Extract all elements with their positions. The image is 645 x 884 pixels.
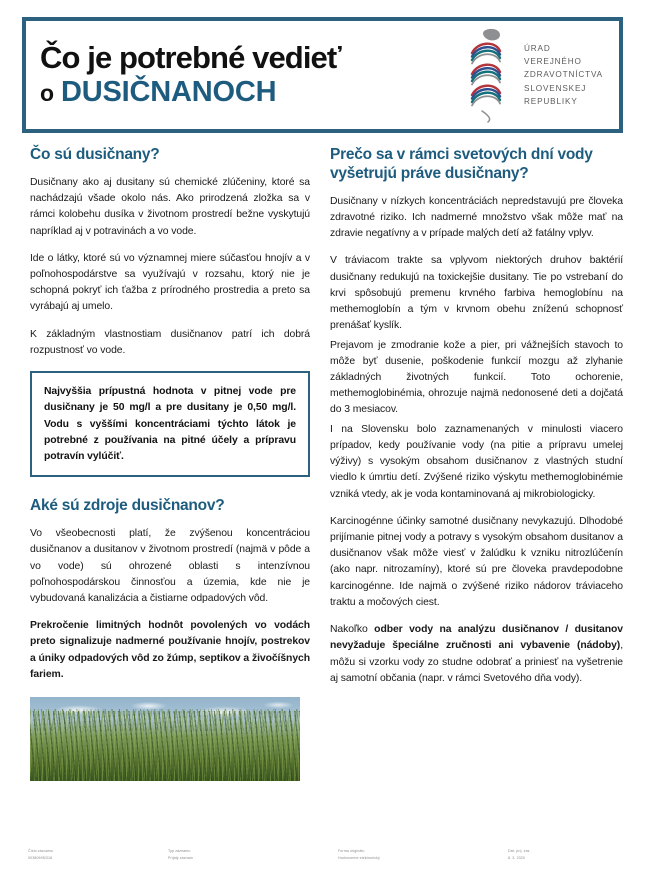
footer-value-received-date: 8. 3. 2020	[508, 855, 525, 860]
page-title-accent: DUSIČNANOCH	[61, 76, 277, 109]
logo-line-3: ZDRAVOTNÍCTVA	[524, 70, 603, 80]
header-title-block	[26, 42, 470, 108]
content-columns	[0, 146, 645, 781]
paragraph-low-concentration-risk: Dusičnany v nízkych koncentráciách nepredstavujú pre človeka zdravotné riziko. Ich nadmerné množstvo však môže mať na zdravie negatívny a v prípade malých detí až fatálny vplyv.	[330, 195, 623, 240]
right-column	[322, 146, 645, 781]
section-title-sources: Aké sú zdroje dusičnanov?	[30, 497, 225, 515]
logo-line-5: REPUBLIKY	[524, 96, 578, 106]
paragraph-nitrates-fertilizer: Ide o látky, ktoré sú vo významnej miere súčasťou hnojív a v poľnohospodárstve sa využívajú v rozsahu, ktorý nie je schopná pokryť ich ťažba z prírodného prostredia a preto sa vyrábajú aj umelo.	[30, 252, 310, 313]
paragraph-sampling-info	[330, 622, 623, 687]
paragraph-symptoms: Prejavom je zmodranie kože a pier, pri vážnejších stavoch to môže byť dusenie, poškodenie funkcií mozgu až zlyhanie základných životných funkcií. Toto ochorenie, methemoglobinémia, ohrozuje najmä nedonosené deti a dojčatá do 3 mesiacov.	[330, 339, 623, 416]
callout-text: Najvyššia prípustná hodnota v pitnej vode pre dusičnany je 50 mg/l a pre dusitany je 0,50 mg/l. Vodu s vyššími koncentráciami týchto látok je potrebné z používania na pitné účely a prípravu potravín vylúčiť.	[44, 386, 296, 462]
logo-line-2: VEREJNÉHO	[524, 57, 582, 67]
crop-field-photo	[30, 697, 300, 781]
page-title-line2	[40, 77, 470, 108]
callout-limit-values	[30, 371, 310, 477]
logo-line-4: SLOVENSKEJ	[524, 83, 587, 93]
footer-label-original-form: Forma originálu	[338, 849, 365, 853]
footer-field-record-type	[168, 848, 193, 862]
footer-value-record-type: Prijatý záznam	[168, 855, 193, 860]
sampling-bold: odber vody na analýzu dusičnanov / dusitanov nevyžaduje špeciálne zručnosti ani vybavenie (nádoby)	[330, 624, 623, 652]
photo-grass	[30, 711, 300, 782]
organization-logo	[470, 27, 619, 123]
page-title-prefix: o	[40, 80, 54, 107]
paragraph-digestive-tract: V tráviacom trakte sa vplyvom niektorých druhov baktérií dusičnany redukujú na toxickejšie dusitany. Tie po vstrebaní do krvi spôsobujú premenu krvného farbiva hemoglobínu na methemoglobín a tým v krvnom obehu zníženú schopnosť prenášať kyslík.	[330, 255, 623, 332]
asclepius-serpent-icon	[470, 27, 514, 123]
footer-label-record-type: Typ záznamu	[168, 849, 191, 853]
logo-line-1: ÚRAD	[524, 43, 551, 53]
paragraph-carcinogenic: Karcinogénne účinky samotné dusičnany nevykazujú. Dlhodobé prijímanie pitnej vody a potravy s vysokým obsahom dusitanov a dusičnanov však môže viesť v žalúdku k vzniku nitrozlúčenín (ako napr. nitrozamíny), ktoré sú pre človeka pravdepodobne karcinogénne. Ide najmä o zvýšené riziko nádorov tráviaceho traktu a močových ciest.	[330, 515, 623, 608]
section-title-what-are-nitrates: Čo sú dusičnany?	[30, 146, 160, 163]
organization-name	[524, 42, 603, 108]
footer-field-record-number	[28, 848, 53, 862]
paragraph-nitrates-solubility: K základným vlastnostiam dusičnanov patrí ich dobrá rozpustnosť vo vode.	[30, 328, 310, 356]
paragraph-slovakia-cases: I na Slovensku bolo zaznamenaných v minulosti viacero prípadov, kedy používanie vody (na pitie a prípravu umelej výživy) s vysokým obsahom dusičnanov z vlastných studní viedlo k úmrtiu detí. Zvýšené riziko výskytu methemoglobinémie vzniká vtedy, ak je voda kontaminovaná aj mikrobiologicky.	[330, 423, 623, 500]
footer-value-record-number: 00380695/318	[28, 855, 53, 860]
paragraph-nitrates-definition: Dusičnany ako aj dusitany sú chemické zlúčeniny, ktoré sa nachádzajú všade okolo nás. Ako prirodzená zložka sa v rámci kolobehu dusíka v životnom prostredí bežne vyskytujú napríklad aj v potravinách a vo vode.	[30, 176, 310, 237]
paragraph-sources-limits: Prekročenie limitných hodnôt povolených vo vodách preto signalizuje nadmerné používanie hnojív, postrekov a úniky odpadových vôd zo žúmp, septikov a živočíšnych fariem.	[30, 620, 310, 680]
page-title-line1: Čo je potrebné vedieť	[40, 40, 341, 76]
sampling-prefix: Nakoľko	[330, 624, 375, 636]
footer-field-received-date	[508, 848, 531, 862]
document-footer	[0, 842, 645, 876]
footer-value-original-form: Hodnoverne elektronický	[338, 855, 380, 860]
paragraph-sources-general: Vo všeobecnosti platí, že zvýšenou koncentráciou dusičnanov a dusitanov v životnom prostredí (najmä v pôde a vo vode) sú ohrozené oblasti s intenzívnou poľnohospodárskou činnosťou a územia, kde nie je vybudovaná kanalizácia a čistiarne odpadových vôd.	[30, 528, 310, 604]
footer-field-original-form	[338, 848, 380, 862]
footer-label-record-number: Číslo záznamu	[28, 849, 54, 853]
document-header	[22, 17, 623, 133]
section-title-why-tested: Prečo sa v rámci svetových dní vody vyšetrujú práve dusičnany?	[330, 146, 593, 182]
left-column	[0, 146, 322, 781]
sampling-suffix: , môžu si vzorku vody zo studne odobrať a priniesť na vyšetrenie aj samotní občania (napr. v rámci Svetového dňa vody).	[330, 640, 623, 684]
footer-label-received-date: Dát. príj. záz.	[508, 849, 531, 853]
